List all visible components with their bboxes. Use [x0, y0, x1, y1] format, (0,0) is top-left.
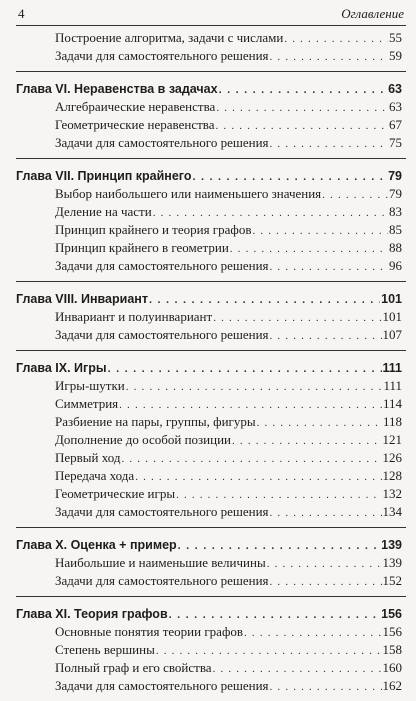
toc-chapter-heading[interactable] [16, 167, 406, 185]
toc-chapter [16, 350, 406, 527]
toc-entry-page: 160 [382, 660, 402, 675]
dot-leader [169, 606, 381, 624]
toc-entry[interactable] [16, 134, 406, 152]
toc-entry-label: Задачи для самостоятельного решения [55, 678, 269, 693]
toc-chapter-heading-page: 79 [388, 169, 402, 183]
table-of-contents [0, 26, 416, 701]
toc-chapter-heading[interactable] [16, 359, 406, 377]
dot-leader [216, 117, 388, 135]
toc-entry-label: Передача хода [55, 468, 135, 483]
dot-leader [270, 327, 382, 345]
dot-leader [244, 624, 381, 642]
toc-entry-label: Задачи для самостоятельного решения [55, 327, 269, 342]
toc-entry-label: Построение алгоритма, задачи с числами [55, 30, 284, 45]
toc-entry[interactable] [16, 395, 406, 413]
toc-chapter-heading-page: 101 [381, 292, 402, 306]
toc-entry[interactable] [16, 47, 406, 65]
toc-entry-page: 85 [389, 222, 402, 237]
dot-leader [216, 99, 388, 117]
toc-entry[interactable] [16, 413, 406, 431]
toc-chapter-heading-label: Глава IX. Игры [16, 361, 107, 375]
dot-leader [121, 450, 381, 468]
toc-entry-page: 156 [382, 624, 402, 639]
toc-entry-page: 101 [382, 309, 402, 324]
toc-entry-label: Принцип крайнего в геометрии [55, 240, 229, 255]
page-number: 4 [18, 6, 25, 21]
dot-leader [230, 240, 388, 258]
dot-leader [252, 222, 388, 240]
running-title: Оглавление [341, 6, 404, 21]
dot-leader [270, 573, 382, 591]
dot-leader [213, 660, 382, 678]
toc-entry[interactable] [16, 239, 406, 257]
toc-entry-label: Основные понятия теории графов [55, 624, 244, 639]
page-header [18, 3, 404, 23]
toc-entry[interactable] [16, 572, 406, 590]
toc-chapter-heading-label: Глава X. Оценка + пример [16, 538, 177, 552]
dot-leader [149, 291, 380, 309]
dot-leader [270, 678, 382, 696]
toc-entry-page: 128 [382, 468, 402, 483]
toc-entry-label: Разбиение на пары, группы, фигуры [55, 414, 256, 429]
toc-entry-label: Наибольшие и наименьшие величины [55, 555, 266, 570]
toc-chapter-heading-label: Глава VII. Принцип крайнего [16, 169, 192, 183]
toc-entry-page: 59 [389, 48, 402, 63]
toc-chapter-heading-page: 156 [381, 607, 402, 621]
dot-leader [213, 309, 381, 327]
toc-entry[interactable] [16, 623, 406, 641]
dot-leader [232, 432, 381, 450]
toc-entry-label: Геометрические неравенства [55, 117, 215, 132]
toc-entry-label: Задачи для самостоятельного решения [55, 573, 269, 588]
toc-entry-label: Деление на части [55, 204, 152, 219]
toc-chapter [16, 527, 406, 596]
toc-entry-label: Задачи для самостоятельного решения [55, 135, 269, 150]
toc-entry-page: 139 [382, 555, 402, 570]
toc-entry[interactable] [16, 203, 406, 221]
toc-chapter-heading-page: 63 [388, 82, 402, 96]
dot-leader [270, 135, 388, 153]
toc-entry-label: Степень вершины [55, 642, 155, 657]
toc-entry-page: 88 [389, 240, 402, 255]
toc-chapter [16, 596, 406, 701]
toc-entry[interactable] [16, 503, 406, 521]
toc-entry[interactable] [16, 221, 406, 239]
toc-entry-label: Алгебраические неравенства [55, 99, 216, 114]
toc-entry-label: Геометрические игры [55, 486, 176, 501]
toc-entry-label: Первый ход [55, 450, 121, 465]
toc-chapter-heading-label: Глава XI. Теория графов [16, 607, 168, 621]
toc-entry[interactable] [16, 185, 406, 203]
toc-entry-page: 126 [382, 450, 402, 465]
toc-chapter-heading-label: Глава VIII. Инвариант [16, 292, 148, 306]
toc-entry-label: Симметрия [55, 396, 119, 411]
dot-leader [156, 642, 382, 660]
toc-chapter [16, 158, 406, 281]
toc-entry[interactable] [16, 467, 406, 485]
dot-leader [135, 468, 381, 486]
toc-entry-page: 107 [382, 327, 402, 342]
toc-entry-page: 132 [382, 486, 402, 501]
toc-entry[interactable] [16, 326, 406, 344]
toc-entry[interactable] [16, 29, 406, 47]
dot-leader [267, 555, 382, 573]
dot-leader [270, 504, 382, 522]
toc-entry-page: 75 [389, 135, 402, 150]
dot-leader [178, 537, 380, 555]
toc-entry-page: 96 [389, 258, 402, 273]
toc-entry-label: Инвариант и полуинвариант [55, 309, 213, 324]
toc-entry-label: Дополнение до особой позиции [55, 432, 232, 447]
toc-entry[interactable] [16, 116, 406, 134]
toc-entry[interactable] [16, 554, 406, 572]
dot-leader [270, 48, 388, 66]
toc-entry-page: 83 [389, 204, 402, 219]
toc-entry-page: 63 [389, 99, 402, 114]
toc-chapter [16, 26, 406, 71]
toc-entry-page: 162 [382, 678, 402, 693]
toc-entry-label: Задачи для самостоятельного решения [55, 258, 269, 273]
toc-chapter-heading-page: 111 [382, 361, 402, 375]
toc-entry-label: Полный граф и его свойства [55, 660, 212, 675]
toc-entry[interactable] [16, 449, 406, 467]
toc-entry[interactable] [16, 677, 406, 695]
toc-chapter-heading[interactable] [16, 536, 406, 554]
dot-leader [108, 360, 382, 378]
toc-entry-page: 134 [382, 504, 402, 519]
toc-entry-label: Выбор наибольшего или наименьшего значения [55, 186, 322, 201]
toc-entry-label: Принцип крайнего и теория графов [55, 222, 252, 237]
toc-entry-page: 114 [382, 396, 402, 411]
toc-chapter-heading[interactable] [16, 80, 406, 98]
toc-entry[interactable] [16, 485, 406, 503]
toc-entry[interactable] [16, 257, 406, 275]
dot-leader [192, 168, 387, 186]
toc-entry-page: 118 [382, 414, 402, 429]
dot-leader [119, 396, 382, 414]
toc-entry[interactable] [16, 377, 406, 395]
toc-entry[interactable] [16, 431, 406, 449]
toc-entry-page: 67 [389, 117, 402, 132]
dot-leader [176, 486, 381, 504]
toc-entry-page: 55 [389, 30, 402, 45]
dot-leader [126, 378, 383, 396]
toc-entry[interactable] [16, 98, 406, 116]
toc-chapter [16, 71, 406, 158]
toc-entry[interactable] [16, 641, 406, 659]
toc-entry-label: Задачи для самостоятельного решения [55, 48, 269, 63]
toc-chapter [16, 281, 406, 350]
toc-chapter-heading[interactable] [16, 290, 406, 308]
toc-entry-page: 158 [382, 642, 402, 657]
dot-leader [153, 204, 388, 222]
toc-entry-page: 111 [383, 378, 402, 393]
dot-leader [284, 30, 388, 48]
dot-leader [270, 258, 388, 276]
toc-entry[interactable] [16, 308, 406, 326]
dot-leader [219, 81, 388, 99]
toc-entry-label: Задачи для самостоятельного решения [55, 504, 269, 519]
toc-entry-page: 121 [382, 432, 402, 447]
toc-entry[interactable] [16, 659, 406, 677]
toc-chapter-heading-page: 139 [381, 538, 402, 552]
dot-leader [257, 414, 382, 432]
dot-leader [322, 186, 388, 204]
toc-chapter-heading-label: Глава VI. Неравенства в задачах [16, 82, 218, 96]
toc-entry-page: 79 [389, 186, 402, 201]
toc-chapter-heading[interactable] [16, 605, 406, 623]
toc-entry-page: 152 [382, 573, 402, 588]
toc-entry-label: Игры-шутки [55, 378, 125, 393]
